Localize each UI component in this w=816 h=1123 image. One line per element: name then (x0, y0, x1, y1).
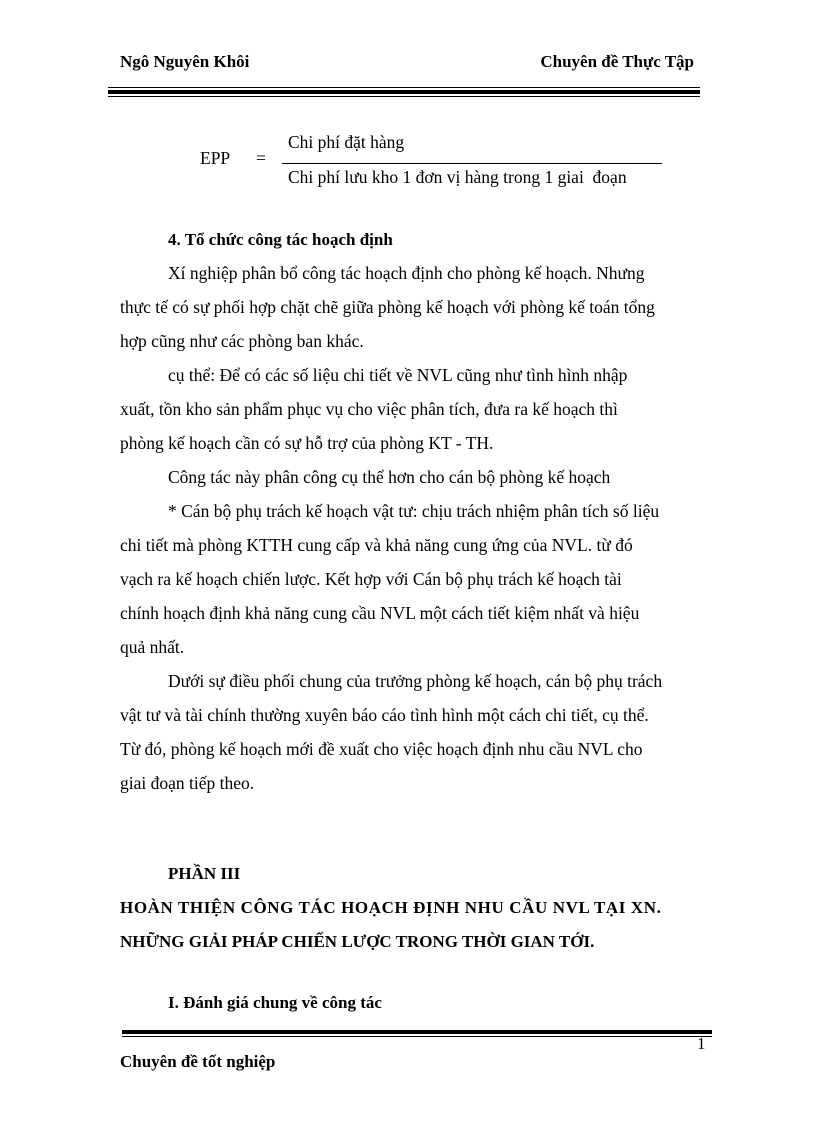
part-label: PHẦN III (168, 864, 241, 883)
paragraph-line: thực tế có sự phối hợp chặt chẽ giữa phòng kế hoạch với phòng kế toán tổng (120, 297, 655, 317)
formula-equals: = (256, 148, 266, 168)
paragraph-line: cụ thể: Để có các số liệu chi tiết về NVL cũng như tình hình nhập (168, 365, 628, 385)
paragraph-line: phòng kế hoạch cần có sự hỗ trợ của phòng KT - TH. (120, 433, 494, 453)
section-i-heading: I. Đánh giá chung về công tác (168, 993, 382, 1012)
paragraph-line: Công tác này phân công cụ thể hơn cho cán bộ phòng kế hoạch (168, 467, 611, 487)
header-author: Ngô Nguyên Khôi (120, 52, 250, 71)
formula-numerator: Chi phí đặt hàng (288, 132, 405, 152)
paragraph-line: giai đoạn tiếp theo. (120, 773, 255, 793)
paragraph-line: vật tư và tài chính thường xuyên báo cáo tình hình một cách chi tiết, cụ thể. (120, 705, 649, 725)
section-4-body (120, 256, 696, 800)
paragraph-line: chi tiết mà phòng KTTH cung cấp và khả năng cung ứng của NVL. từ đó (120, 535, 633, 555)
paragraph-line: vạch ra kế hoạch chiến lược. Kết hợp với Cán bộ phụ trách kế hoạch tài (120, 569, 622, 589)
header-title: Chuyên đề Thực Tập (540, 52, 694, 71)
paragraph-line: * Cán bộ phụ trách kế hoạch vật tư: chịu trách nhiệm phân tích số liệu (168, 501, 660, 521)
footer-text: Chuyên đề tốt nghiệp (120, 1052, 276, 1071)
paragraph-line: quả nhất. (120, 637, 185, 657)
footer-rule (122, 1030, 712, 1038)
paragraph-line: Từ đó, phòng kế hoạch mới đề xuất cho việc hoạch định nhu cầu NVL cho (120, 739, 643, 759)
fraction-bar (282, 163, 662, 164)
paragraph-line: xuất, tồn kho sản phẩm phục vụ cho việc phân tích, đưa ra kế hoạch thì (120, 399, 618, 419)
section-4-heading: 4. Tổ chức công tác hoạch định (168, 230, 393, 249)
paragraph-line: Xí nghiệp phân bổ công tác hoạch định cho phòng kế hoạch. Nhưng (168, 263, 645, 283)
formula-lhs: EPP (200, 148, 231, 168)
paragraph-line: Dưới sự điều phối chung của trưởng phòng kế hoạch, cán bộ phụ trách (168, 671, 663, 691)
header-rule (108, 87, 700, 97)
part-title-line-1: HOÀN THIỆN CÔNG TÁC HOẠCH ĐỊNH NHU CẦU NVL TẠI XN. (120, 898, 662, 917)
formula-denominator: Chi phí lưu kho 1 đơn vị hàng trong 1 giai đoạn (288, 167, 627, 187)
paragraph-line: hợp cũng như các phòng ban khác. (120, 331, 364, 351)
page-number: 1 (697, 1034, 706, 1053)
paragraph-line: chính hoạch định khả năng cung cầu NVL một cách tiết kiệm nhất và hiệu (120, 603, 640, 623)
part-title-line-2: NHỮNG GIẢI PHÁP CHIẾN LƯỢC TRONG THỜI GIAN TỚI. (120, 932, 595, 951)
